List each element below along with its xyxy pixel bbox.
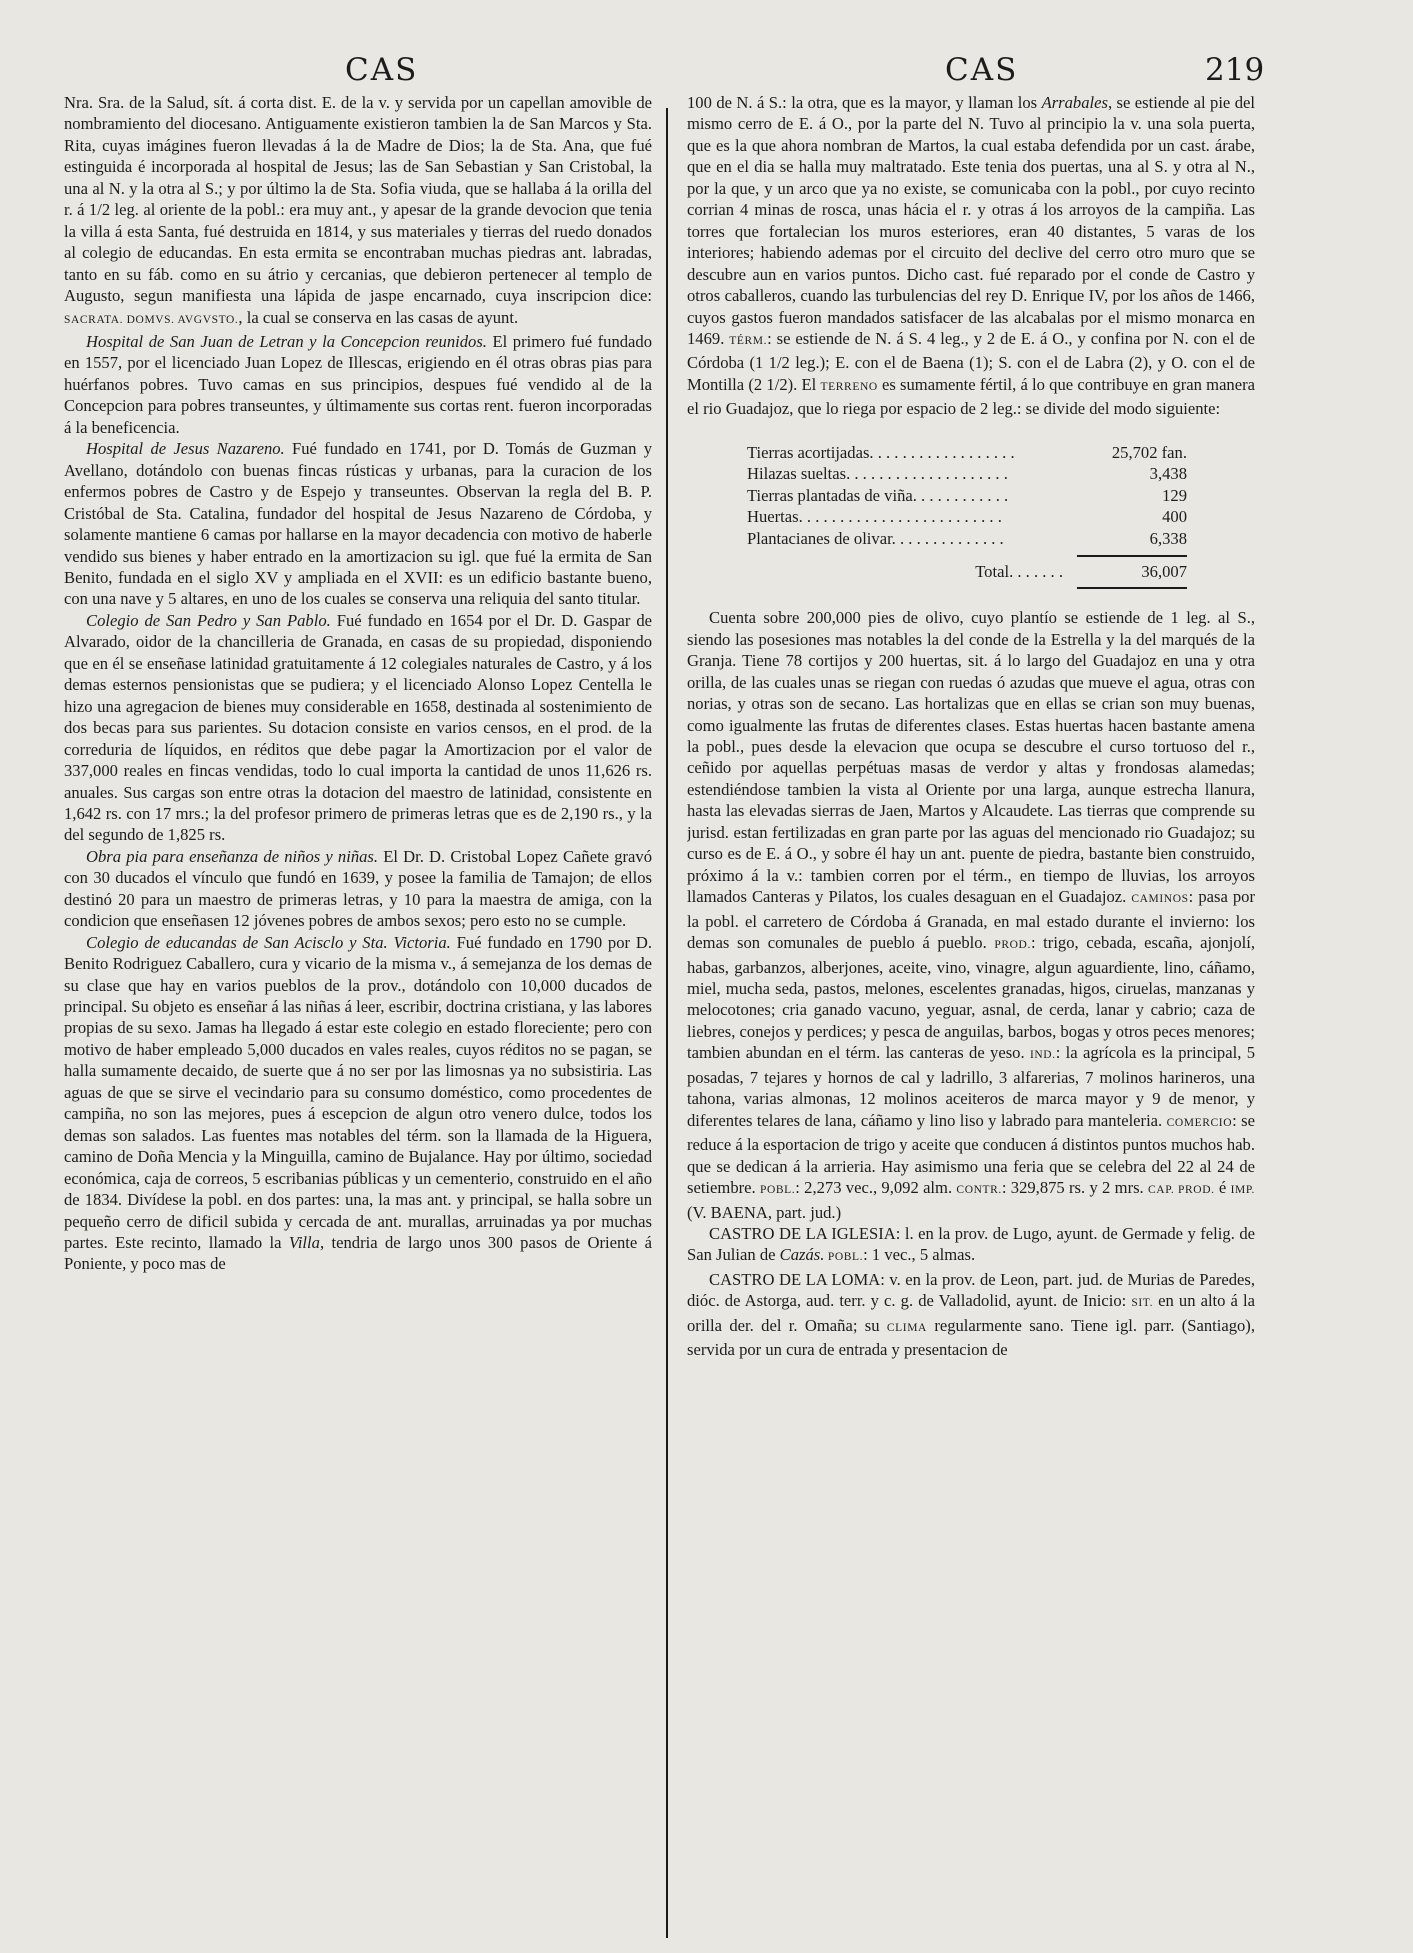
- page-number: 219: [1205, 52, 1265, 88]
- paragraph-ermitas: Nra. Sra. de la Salud, sít. á corta dist. E. de la v. y servida por un capellan amovible de nombramiento del diocesano. Antiguamente existieron tambien la de San Marcos y Sta. Rita, cuyas imágines fueron llevadas á la de Madre de Dios; la de Sta. Ana, que fué estinguida é incorporada al hospital de Jesus; las de San Sebastian y San Cristobal, la una al N. y la otra al S.; y por último la de Sta. Sofia viuda, que se hallaba á la orilla del r. á 1/2 leg. al oriente de la pobl.: era muy ant., y apesar de la grande devocion que tenia la villa á esta Santa, fué destruida en 1814, y sus materiales y tierras del ruedo donados al colegio de educandas. En esta ermita se encontraban muchas piedras ant. labradas, tanto en su fáb. como en su átrio y cercanias, que debieron pertenecer al templo de Augusto, segun manifiesta una lápida de jaspe encarnado, cuya inscripcion dice: SACRATA. DOMVS. AVGVSTO., la cual se conserva en las casas de ayunt.: [64, 93, 652, 327]
- paragraph-hospital-san-juan: Hospital de San Juan de Letran y la Concepcion reunidos. El primero fué fundado en 1557, por el licenciado Juan Lopez de Illescas, erigiendo en él otras obras pias para huérfanos pobres. Tuvo camas en sus principios, despues fué vendido al de la Concepcion para pobres transeuntes, y últimamente sus cortas rent. fueron incorporadas á la beneficencia.: [64, 331, 652, 437]
- paragraph-obra-pia: Obra pia para enseñanza de niños y niñas. El Dr. D. Cristobal Lopez Cañete gravó con 30 ducados el vínculo que fundó en 1639, y posee la familia de Tamajon; de ellos destinó 20 para un maestro de primeras letras, y 10 para la maestra de amiga, con la condicion que enseñasen 12 jóvenes pobres de ambos sexos; pero esto no se cumple.: [64, 846, 652, 931]
- entry-castro-de-la-loma: CASTRO DE LA LOMA: v. en la prov. de Leon, part. jud. de Murias de Paredes, dióc. de Astorga, aud. terr. y c. g. de Valladolid, ayunt. de Inicio: SIT. en un alto á la orilla der. del r. Omaña; su CLIMA regularmente sano. Tiene igl. parr. (Santiago), servida por un cura de entrada y presentacion de: [687, 1269, 1255, 1360]
- entry-castro-de-la-iglesia: CASTRO DE LA IGLESIA: l. en la prov. de Lugo, ayunt. de Germade y felig. de San Julian de Cazás. POBL.: 1 vec., 5 almas.: [687, 1223, 1255, 1265]
- table-row: Hilazas sueltas. . . . . . . . . . . . . . . . . . . . 3,438: [747, 464, 1187, 484]
- inscription: SACRATA. DOMVS. AVGVSTO.: [64, 313, 239, 326]
- table-total: Total. . . . . . . 36,007: [975, 562, 1187, 582]
- paragraph-hospital-jesus: Hospital de Jesus Nazareno. Fué fundado en 1741, por D. Tomás de Guzman y Avellano, dotándolo con buenas fincas rústicas y urbanas, para la curacion de los enfermos pobres de Castro y de Espejo y transeuntes. Observan la regla del B. P. Cristóbal de Sta. Catalina, fundador del hospital de Jesus Nazareno de Córdoba, y solamente mantiene 6 camas por hallarse en la mayor decadencia con motivo de haberle vendido sus bienes y haber entrado en la amortizacion su igl. que fué la ermita de San Benito, fundada en el siglo XV y ampliada en el XVII: es un edificio bastante bueno, con una nave y 5 altares, en uno de los cuales se conserva una reliquia del santo titular.: [64, 439, 652, 609]
- paragraph-olivos: Cuenta sobre 200,000 pies de olivo, cuyo plantío se estiende de 1 leg. al S., siendo las posesiones mas notables la del conde de la Estrella y la del marqués de la Granja. Tiene 78 cortijos y 200 huertas, sit. á lo largo del Guadajoz en una y otra orilla, de las cuales unas se riegan con ruedas ó azudas que mueve el agua, otras con norias, y otras son de secano. Las hortalizas que en ellas se crian son muy buenas, como igualmente las frutas de diferentes clases. Estas huertas hacen bastante amena la pobl., pues desde la elevacion que ocupa se descubre el curso tortuoso del r., ceñido por aquellas perpétuas masas de verdor y altas y frondosas alamedas; estendiéndose tambien la vista al Oriente por una larga, aunque estrecha llanura, hasta las elevadas sierras de Jaen, Martos y Alcaudete. Las tierras que comprende su jurisd. estan fertilizadas en gran parte por las aguas del mencionado rio Guadajoz; su curso es de E. á O., y sobre él hay un ant. puente de piedra, bastante bien construido, próximo á la v.: tambien corren por el térm., en tiempo de lluvias, los arroyos llamados Canteras y Pilatos, los cuales desaguan en el Guadajoz. CAMINOS: pasa por la pobl. el carretero de Córdoba á Granada, en mal estado durante el invierno: los demas son comunales de pueblo á pueblo. PROD.: trigo, cebada, escaña, ajonjolí, habas, garbanzos, alberjones, aceite, vino, vinagre, algun aguardiente, lino, cáñamo, miel, mucha seda, pastos, melones, escelentes granadas, higos, ciruelas, manzanas y melocotones; cria ganado vacuno, yeguar, asnal, de cerda, lanar y cabrio; caza de liebres, conejos y perdices; y pesca de anguilas, barbos, bogas y otros peces menores; tambien abundan en el térm. las canteras de yeso. IND.: la agrícola es la principal, 5 posadas, 7 tejares y hornos de cal y ladrillo, 3 alfarerias, 7 molinos harineros, una tahona, varias almonas, 12 molinos aceiteros de marca mayor y 9 de menor, y diferentes telares de lana, cáñamo y lino liso y labrado para manteleria. COMERCIO: se reduce á la esportacion de trigo y aceite que conducen á distintos puntos muchos hab. que se dedican á la arrieria. Hay asimismo una feria que se celebra del 22 al 24 de setiembre. POBL.: 2,273 vec., 9,092 alm. CONTR.: 329,875 rs. y 2 mrs. CAP. PROD. é IMP. (V. BAENA, part. jud.): [687, 608, 1255, 1222]
- paragraph-poblacion: 100 de N. á S.: la otra, que es la mayor, y llaman los Arrabales, se estiende al pie del mismo cerro de E. á O., por la parte del N. Tuvo al principio la v. una sola puerta, que es la que ahora nombran de Martos, la cual estaba defendida por un cast. árabe, que en el dia se halla muy maltratado. Este tenia dos puertas, una al S. y otra al N., por la que, y un arco que ya no existe, se comunicaba con la pobl., por cuyo recinto corrian 4 minas de rosca, unas hácia el r. y otras á los arroyos de la campiña. Las torres que fortalecian los muros esteriores, eran 40 distantes, 5 varas de los interiores; habiendo ademas por el circuito del declive del cerro otro muro que se descubre aun en varios puntos. Dicho cast. fué reparado por el conde de Castro y otros caballeros, cuando las turbulencias del rey D. Enrique IV, por los años de 1466, cuyos gastos fueron mandados satisfacer de las alcabalas por el mismo monarca en 1469. TÉRM.: se estiende de N. á S. 4 leg., y 2 de E. á O., y confina por N. con el de Córdoba (1 1/2 leg.); E. con el de Baena (1); S. con el de Labra (2), y O. con el de Montilla (2 1/2). El TERRENO es sumamente fértil, á lo que contribuye en gran manera el rio Guadajoz, que lo riega por espacio de 2 leg.: se divide del modo siguiente:: [687, 93, 1255, 419]
- land-table: [747, 442, 1187, 590]
- paragraph-colegio-san-pedro: Colegio de San Pedro y San Pablo. Fué fundado en 1654 por el Dr. D. Gaspar de Alvarado, oidor de la chancilleria de Granada, en casas de su propiedad, disponiendo que en él se enseñase latinidad gratuitamente á 12 colegiales naturales de Castro, y á los demas esternos pensionistas que se pudiera; y el licenciado Alonso Lopez Centella le hizo una agregacion de bienes muy considerable en 1658, destinada al sostenimiento de dos becas para sus parientes. Su dotacion consiste en varios censos, en el prod. de la correduria de líquidos, en réditos que debe pagar la Amortizacion por el valor de 337,000 reales en fincas vendidas, todo lo cual importa la cantidad de unos 11,626 rs. anuales. Sus cargas son entre otras la dotacion del maestro de latinidad, consistente en 1,642 rs. con 17 mrs.; la del profesor primero de primeras letras que es de 2,190 rs., y la del segundo de 1,825 rs.: [64, 610, 652, 845]
- right-column: [687, 92, 1255, 1937]
- table-row: Tierras acortijadas. . . . . . . . . . . . . . . . . . 25,702 fan.: [747, 442, 1187, 462]
- sum-rule: [1077, 555, 1187, 557]
- table-row: Plantacianes de olivar. . . . . . . . . . . . . . 6,338: [747, 528, 1187, 548]
- total-rule: [1077, 587, 1187, 589]
- table-row: Tierras plantadas de viña. . . . . . . . . . . . 129: [747, 485, 1187, 505]
- running-head-left: CAS: [345, 52, 419, 88]
- left-column: [64, 92, 652, 1937]
- running-head-right: CAS: [945, 52, 1019, 88]
- paragraph-colegio-educandas: Colegio de educandas de San Acisclo y Sta. Victoria. Fué fundado en 1790 por D. Benito Rodriguez Caballero, cura y vicario de la misma v., á semejanza de los demas de su clase que hay en varios pueblos de la prov., dotándolo con 10,000 ducados de principal. Su objeto es enseñar á las niñas á leer, escribir, doctrina cristiana, y las labores propias de su sexo. Jamas ha llegado á estar este colegio en estado floreciente; pero con motivo de haber empleado 5,000 ducados en vales reales, cuyos réditos no se pagan, se halla sumamente decaido, de suerte que á no ser por las limosnas ya no subsistiria. Las aguas de que se sirve el vecindario para su consumo doméstico, como procedentes de campiña, no son las mejores, pues á escepcion de algun otro venero dulce, todos los demas son salados. Las fuentes mas notables del térm. son la llamada de la Higuera, camino de Doña Mencia y la Minguilla, camino de Bujalance. Hay por último, sociedad económica, caja de correos, 5 escribanias públicas y un cementerio, construido en el año de 1834. Divídese la pobl. en dos partes: una, la mas ant. y principal, se halla sobre un pequeño cerro de dificil subida y cercada de ant. murallas, arruinadas ya por muchas partes. Este recinto, llamado la Villa, tendria de largo unos 300 pasos de Oriente á Poniente, y poco mas de: [64, 932, 652, 1274]
- column-rule: [666, 108, 668, 1938]
- table-row: Huertas. . . . . . . . . . . . . . . . . . . . . . . . . 400: [747, 507, 1187, 527]
